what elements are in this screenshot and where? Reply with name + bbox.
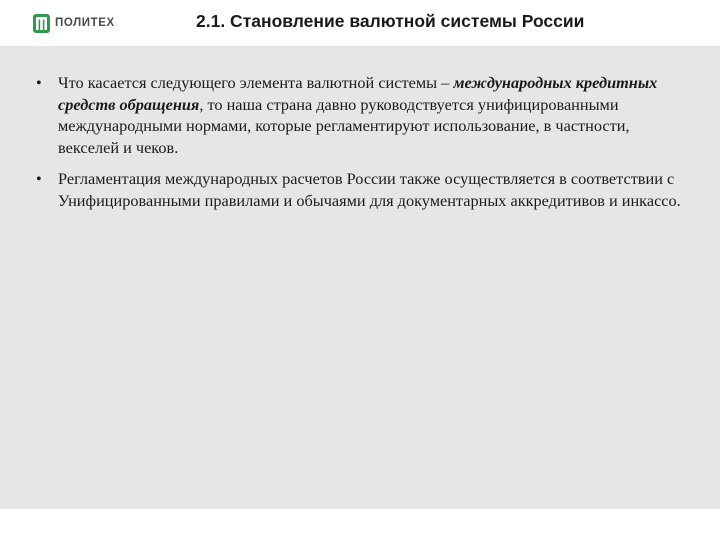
bullet-text: Регламентация международных расчетов России также осуществляется в соответствии с Унифицированными правилами и обычаями для документарных аккредитивов и инкассо. bbox=[58, 169, 681, 210]
bullet-list bbox=[36, 72, 688, 221]
bullet-item bbox=[36, 72, 688, 158]
slide-header bbox=[0, 0, 720, 46]
politech-logo-icon bbox=[33, 14, 50, 33]
bullet-emphasis: международных кредитных средств обращения bbox=[58, 73, 658, 114]
logo-text: ПОЛИТЕХ bbox=[55, 17, 115, 29]
slide-title: 2.1. Становление валютной системы России bbox=[196, 11, 585, 31]
bullet-text-end: , то наша страна давно руководствуется унифицированными международными нормами, которые регламентируют использование, в частности, векселей и чеков. bbox=[58, 94, 630, 157]
bullet-text-start: Что касается следующего элемента валютной системы – bbox=[58, 73, 454, 92]
bullet-marker: • bbox=[36, 73, 42, 92]
politech-logo bbox=[33, 12, 115, 34]
bullet-item bbox=[36, 168, 688, 211]
slide-content bbox=[0, 46, 720, 509]
bullet-marker: • bbox=[36, 169, 42, 188]
